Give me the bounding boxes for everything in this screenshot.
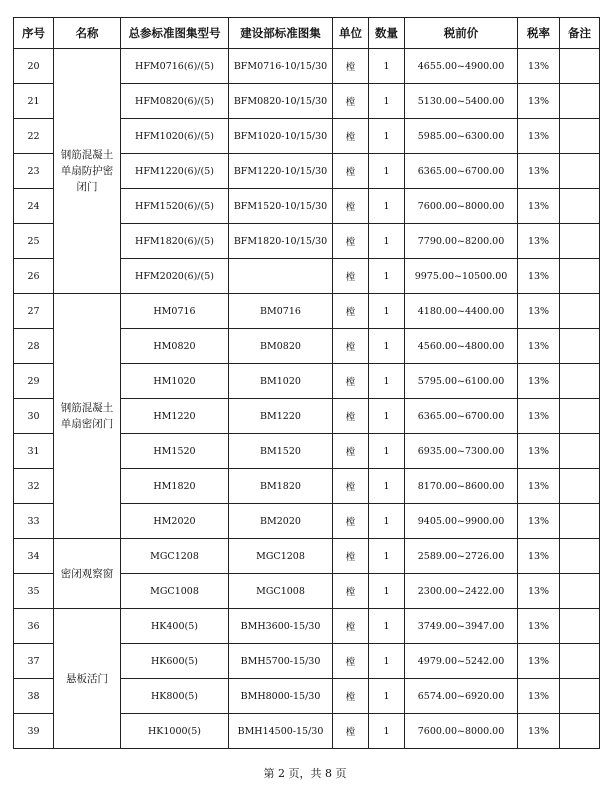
- price-cell: 7600.00~8000.00: [405, 189, 518, 224]
- tax-rate-cell: 13%: [518, 469, 560, 504]
- remark-cell: [560, 574, 600, 609]
- remark-cell: [560, 84, 600, 119]
- model-cell: HM1020: [121, 364, 229, 399]
- table-row: [14, 539, 600, 574]
- price-cell: 2300.00~2422.00: [405, 574, 518, 609]
- model-cell: HFM1820(6)/(5): [121, 224, 229, 259]
- tax-rate-cell: 13%: [518, 574, 560, 609]
- remark-cell: [560, 714, 600, 749]
- price-table: [13, 17, 600, 749]
- model-cell: MGC1008: [121, 574, 229, 609]
- quantity-cell: 1: [369, 399, 405, 434]
- unit-cell: 樘: [333, 49, 369, 84]
- header-price: 税前价: [405, 18, 518, 49]
- remark-cell: [560, 364, 600, 399]
- model-cell: HK600(5): [121, 644, 229, 679]
- standard-cell: BM0716: [229, 294, 333, 329]
- quantity-cell: 1: [369, 189, 405, 224]
- unit-cell: 樘: [333, 469, 369, 504]
- remark-cell: [560, 504, 600, 539]
- unit-cell: 樘: [333, 119, 369, 154]
- standard-cell: [229, 259, 333, 294]
- quantity-cell: 1: [369, 119, 405, 154]
- remark-cell: [560, 154, 600, 189]
- standard-cell: BM1220: [229, 399, 333, 434]
- header-unit: 单位: [333, 18, 369, 49]
- price-cell: 9405.00~9900.00: [405, 504, 518, 539]
- tax-rate-cell: 13%: [518, 119, 560, 154]
- standard-cell: BMH8000-15/30: [229, 679, 333, 714]
- quantity-cell: 1: [369, 294, 405, 329]
- remark-cell: [560, 49, 600, 84]
- price-cell: 5795.00~6100.00: [405, 364, 518, 399]
- remark-cell: [560, 679, 600, 714]
- tax-rate-cell: 13%: [518, 49, 560, 84]
- tax-rate-cell: 13%: [518, 189, 560, 224]
- row-index-cell: 26: [14, 259, 54, 294]
- model-cell: HFM2020(6)/(5): [121, 259, 229, 294]
- price-cell: 8170.00~8600.00: [405, 469, 518, 504]
- unit-cell: 樘: [333, 434, 369, 469]
- price-cell: 3749.00~3947.00: [405, 609, 518, 644]
- unit-cell: 樘: [333, 504, 369, 539]
- unit-cell: 樘: [333, 714, 369, 749]
- model-cell: HFM1220(6)/(5): [121, 154, 229, 189]
- header-index: 序号: [14, 18, 54, 49]
- tax-rate-cell: 13%: [518, 434, 560, 469]
- price-cell: 4180.00~4400.00: [405, 294, 518, 329]
- unit-cell: 樘: [333, 609, 369, 644]
- unit-cell: 樘: [333, 329, 369, 364]
- model-cell: HM1820: [121, 469, 229, 504]
- tax-rate-cell: 13%: [518, 609, 560, 644]
- tax-rate-cell: 13%: [518, 504, 560, 539]
- header-remark: 备注: [560, 18, 600, 49]
- row-index-cell: 31: [14, 434, 54, 469]
- row-index-cell: 21: [14, 84, 54, 119]
- price-cell: 5985.00~6300.00: [405, 119, 518, 154]
- remark-cell: [560, 294, 600, 329]
- row-index-cell: 25: [14, 224, 54, 259]
- model-cell: HK1000(5): [121, 714, 229, 749]
- standard-cell: BMH5700-15/30: [229, 644, 333, 679]
- price-cell: 9975.00~10500.00: [405, 259, 518, 294]
- model-cell: HK800(5): [121, 679, 229, 714]
- header-name: 名称: [54, 18, 121, 49]
- tax-rate-cell: 13%: [518, 644, 560, 679]
- standard-cell: BM2020: [229, 504, 333, 539]
- page-footer: 第 2 页，共 8 页: [263, 767, 347, 780]
- remark-cell: [560, 609, 600, 644]
- price-cell: 4979.00~5242.00: [405, 644, 518, 679]
- price-cell: 6365.00~6700.00: [405, 399, 518, 434]
- price-cell: 7790.00~8200.00: [405, 224, 518, 259]
- tax-rate-cell: 13%: [518, 224, 560, 259]
- remark-cell: [560, 119, 600, 154]
- model-cell: MGC1208: [121, 539, 229, 574]
- row-index-cell: 30: [14, 399, 54, 434]
- model-cell: HFM1520(6)/(5): [121, 189, 229, 224]
- tax-rate-cell: 13%: [518, 399, 560, 434]
- quantity-cell: 1: [369, 714, 405, 749]
- row-index-cell: 38: [14, 679, 54, 714]
- row-index-cell: 39: [14, 714, 54, 749]
- price-cell: 5130.00~5400.00: [405, 84, 518, 119]
- unit-cell: 樘: [333, 259, 369, 294]
- tax-rate-cell: 13%: [518, 539, 560, 574]
- quantity-cell: 1: [369, 364, 405, 399]
- price-cell: 4655.00~4900.00: [405, 49, 518, 84]
- unit-cell: 樘: [333, 189, 369, 224]
- tax-rate-cell: 13%: [518, 714, 560, 749]
- tax-rate-cell: 13%: [518, 329, 560, 364]
- tax-rate-cell: 13%: [518, 364, 560, 399]
- standard-cell: BM1020: [229, 364, 333, 399]
- group-name-cell: 悬板活门: [54, 609, 121, 749]
- unit-cell: 樘: [333, 644, 369, 679]
- quantity-cell: 1: [369, 259, 405, 294]
- row-index-cell: 28: [14, 329, 54, 364]
- unit-cell: 樘: [333, 364, 369, 399]
- table-body: [14, 49, 600, 749]
- standard-cell: BM0820: [229, 329, 333, 364]
- quantity-cell: 1: [369, 679, 405, 714]
- tax-rate-cell: 13%: [518, 84, 560, 119]
- unit-cell: 樘: [333, 84, 369, 119]
- remark-cell: [560, 259, 600, 294]
- row-index-cell: 33: [14, 504, 54, 539]
- standard-cell: BMH3600-15/30: [229, 609, 333, 644]
- standard-cell: BM1820: [229, 469, 333, 504]
- remark-cell: [560, 539, 600, 574]
- row-index-cell: 35: [14, 574, 54, 609]
- tax-rate-cell: 13%: [518, 154, 560, 189]
- price-cell: 7600.00~8000.00: [405, 714, 518, 749]
- quantity-cell: 1: [369, 224, 405, 259]
- model-cell: HM2020: [121, 504, 229, 539]
- table-row: [14, 49, 600, 84]
- standard-cell: BFM1820-10/15/30: [229, 224, 333, 259]
- header-quantity: 数量: [369, 18, 405, 49]
- standard-cell: BFM1220-10/15/30: [229, 154, 333, 189]
- remark-cell: [560, 434, 600, 469]
- standard-cell: BFM1020-10/15/30: [229, 119, 333, 154]
- row-index-cell: 32: [14, 469, 54, 504]
- model-cell: HFM0716(6)/(5): [121, 49, 229, 84]
- price-cell: 6935.00~7300.00: [405, 434, 518, 469]
- quantity-cell: 1: [369, 329, 405, 364]
- unit-cell: 樘: [333, 574, 369, 609]
- row-index-cell: 36: [14, 609, 54, 644]
- table-row: [14, 609, 600, 644]
- price-cell: 6574.00~6920.00: [405, 679, 518, 714]
- model-cell: HM1520: [121, 434, 229, 469]
- remark-cell: [560, 399, 600, 434]
- model-cell: HK400(5): [121, 609, 229, 644]
- unit-cell: 樘: [333, 224, 369, 259]
- unit-cell: 樘: [333, 539, 369, 574]
- standard-cell: MGC1208: [229, 539, 333, 574]
- standard-cell: BMH14500-15/30: [229, 714, 333, 749]
- tax-rate-cell: 13%: [518, 679, 560, 714]
- row-index-cell: 29: [14, 364, 54, 399]
- quantity-cell: 1: [369, 469, 405, 504]
- model-cell: HM0820: [121, 329, 229, 364]
- unit-cell: 樘: [333, 154, 369, 189]
- row-index-cell: 22: [14, 119, 54, 154]
- group-name-cell: 钢筋混凝土单扇防护密闭门: [54, 49, 121, 294]
- unit-cell: 樘: [333, 294, 369, 329]
- standard-cell: BFM0716-10/15/30: [229, 49, 333, 84]
- header-tax-rate: 税率: [518, 18, 560, 49]
- quantity-cell: 1: [369, 574, 405, 609]
- model-cell: HFM1020(6)/(5): [121, 119, 229, 154]
- row-index-cell: 20: [14, 49, 54, 84]
- price-cell: 4560.00~4800.00: [405, 329, 518, 364]
- quantity-cell: 1: [369, 434, 405, 469]
- remark-cell: [560, 329, 600, 364]
- header-model: 总参标准图集型号: [121, 18, 229, 49]
- standard-cell: BM1520: [229, 434, 333, 469]
- quantity-cell: 1: [369, 504, 405, 539]
- remark-cell: [560, 189, 600, 224]
- model-cell: HFM0820(6)/(5): [121, 84, 229, 119]
- price-cell: 6365.00~6700.00: [405, 154, 518, 189]
- header-row: [14, 18, 600, 49]
- standard-cell: BFM0820-10/15/30: [229, 84, 333, 119]
- group-name-cell: 钢筋混凝土单扇密闭门: [54, 294, 121, 539]
- price-cell: 2589.00~2726.00: [405, 539, 518, 574]
- row-index-cell: 24: [14, 189, 54, 224]
- quantity-cell: 1: [369, 609, 405, 644]
- quantity-cell: 1: [369, 84, 405, 119]
- row-index-cell: 23: [14, 154, 54, 189]
- unit-cell: 樘: [333, 399, 369, 434]
- quantity-cell: 1: [369, 49, 405, 84]
- group-name-cell: 密闭观察窗: [54, 539, 121, 609]
- quantity-cell: 1: [369, 539, 405, 574]
- tax-rate-cell: 13%: [518, 294, 560, 329]
- remark-cell: [560, 469, 600, 504]
- model-cell: HM0716: [121, 294, 229, 329]
- header-standard: 建设部标准图集: [229, 18, 333, 49]
- unit-cell: 樘: [333, 679, 369, 714]
- standard-cell: BFM1520-10/15/30: [229, 189, 333, 224]
- tax-rate-cell: 13%: [518, 259, 560, 294]
- quantity-cell: 1: [369, 154, 405, 189]
- row-index-cell: 27: [14, 294, 54, 329]
- remark-cell: [560, 644, 600, 679]
- model-cell: HM1220: [121, 399, 229, 434]
- quantity-cell: 1: [369, 644, 405, 679]
- row-index-cell: 37: [14, 644, 54, 679]
- standard-cell: MGC1008: [229, 574, 333, 609]
- row-index-cell: 34: [14, 539, 54, 574]
- table-row: [14, 294, 600, 329]
- remark-cell: [560, 224, 600, 259]
